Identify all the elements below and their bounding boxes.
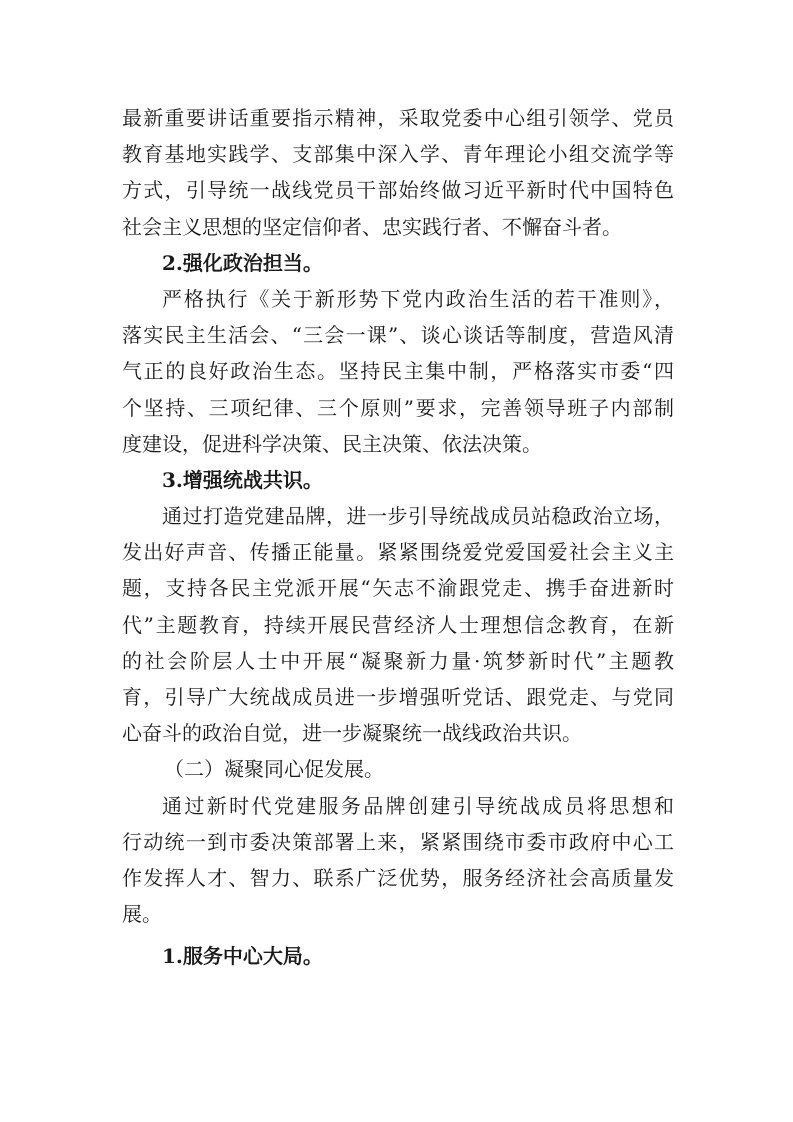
text-line: 社会主义思想的坚定信仰者、忠实践行者、不懈奋斗者。 bbox=[122, 214, 622, 239]
text-line: 个坚持、三项纪律、三个原则”要求，完善领导班子内部制 bbox=[122, 395, 674, 420]
document-body bbox=[122, 100, 674, 975]
text-line: 最新重要讲话重要指示精神，采取党委中心组引领学、党员 bbox=[122, 106, 674, 130]
paragraph-political-life bbox=[122, 281, 674, 462]
text-line: 教育基地实践学、支部集中深入学、青年理论小组交流学等 bbox=[122, 142, 674, 167]
heading-serve-overall-situation: 1.服务中心大局。 bbox=[162, 944, 323, 969]
text-line: 行动统一到市委决策部署上来，紧紧围绕市委市政府中心工 bbox=[122, 829, 674, 854]
text-line: 严格执行《关于新形势下党内政治生活的若干准则》， bbox=[162, 286, 674, 311]
text-line: 度建设，促进科学决策、民主决策、依法决策。 bbox=[122, 431, 542, 456]
text-line: 代”主题教育，持续开展民营经济人士理想信念教育，在新 bbox=[122, 612, 674, 637]
text-line: 气正的良好政治生态。坚持民主集中制，严格落实市委“四 bbox=[122, 359, 674, 384]
heading-united-front-consensus: 3.增强统战共识。 bbox=[162, 467, 323, 492]
text-line: 育，引导广大统战成员进一步增强听党话、跟党走、与党同 bbox=[122, 685, 674, 709]
text-line: 发出好声音、传播正能量。紧紧围绕爱党爱国爱社会主义主 bbox=[122, 540, 674, 565]
text-line: 展。 bbox=[122, 902, 162, 927]
text-line: 心奋斗的政治自觉，进一步凝聚统一战线政治共识。 bbox=[122, 721, 582, 746]
text-line: 的社会阶层人士中开展“凝聚新力量·筑梦新时代”主题教 bbox=[122, 648, 674, 673]
section-heading-development: （二）凝聚同心促发展。 bbox=[164, 757, 384, 782]
paragraph-party-brand bbox=[122, 498, 674, 751]
heading-political-responsibility: 2.强化政治担当。 bbox=[162, 250, 323, 275]
text-line: 题，支持各民主党派开展“矢志不渝跟党走、携手奋进新时 bbox=[122, 576, 674, 601]
text-line: 方式，引导统一战线党员干部始终做习近平新时代中国特色 bbox=[122, 178, 674, 203]
paragraph-study-methods bbox=[122, 100, 674, 245]
text-line: 落实民主生活会、“三会一课”、谈心谈话等制度，营造风清 bbox=[122, 323, 674, 348]
paragraph-service-brand bbox=[122, 788, 674, 933]
text-line: 作发挥人才、智力、联系广泛优势，服务经济社会高质量发 bbox=[122, 865, 674, 890]
text-line: 通过新时代党建服务品牌创建引导统战成员将思想和 bbox=[162, 793, 674, 818]
text-line: 通过打造党建品牌，进一步引导统战成员站稳政治立场， bbox=[162, 504, 674, 529]
